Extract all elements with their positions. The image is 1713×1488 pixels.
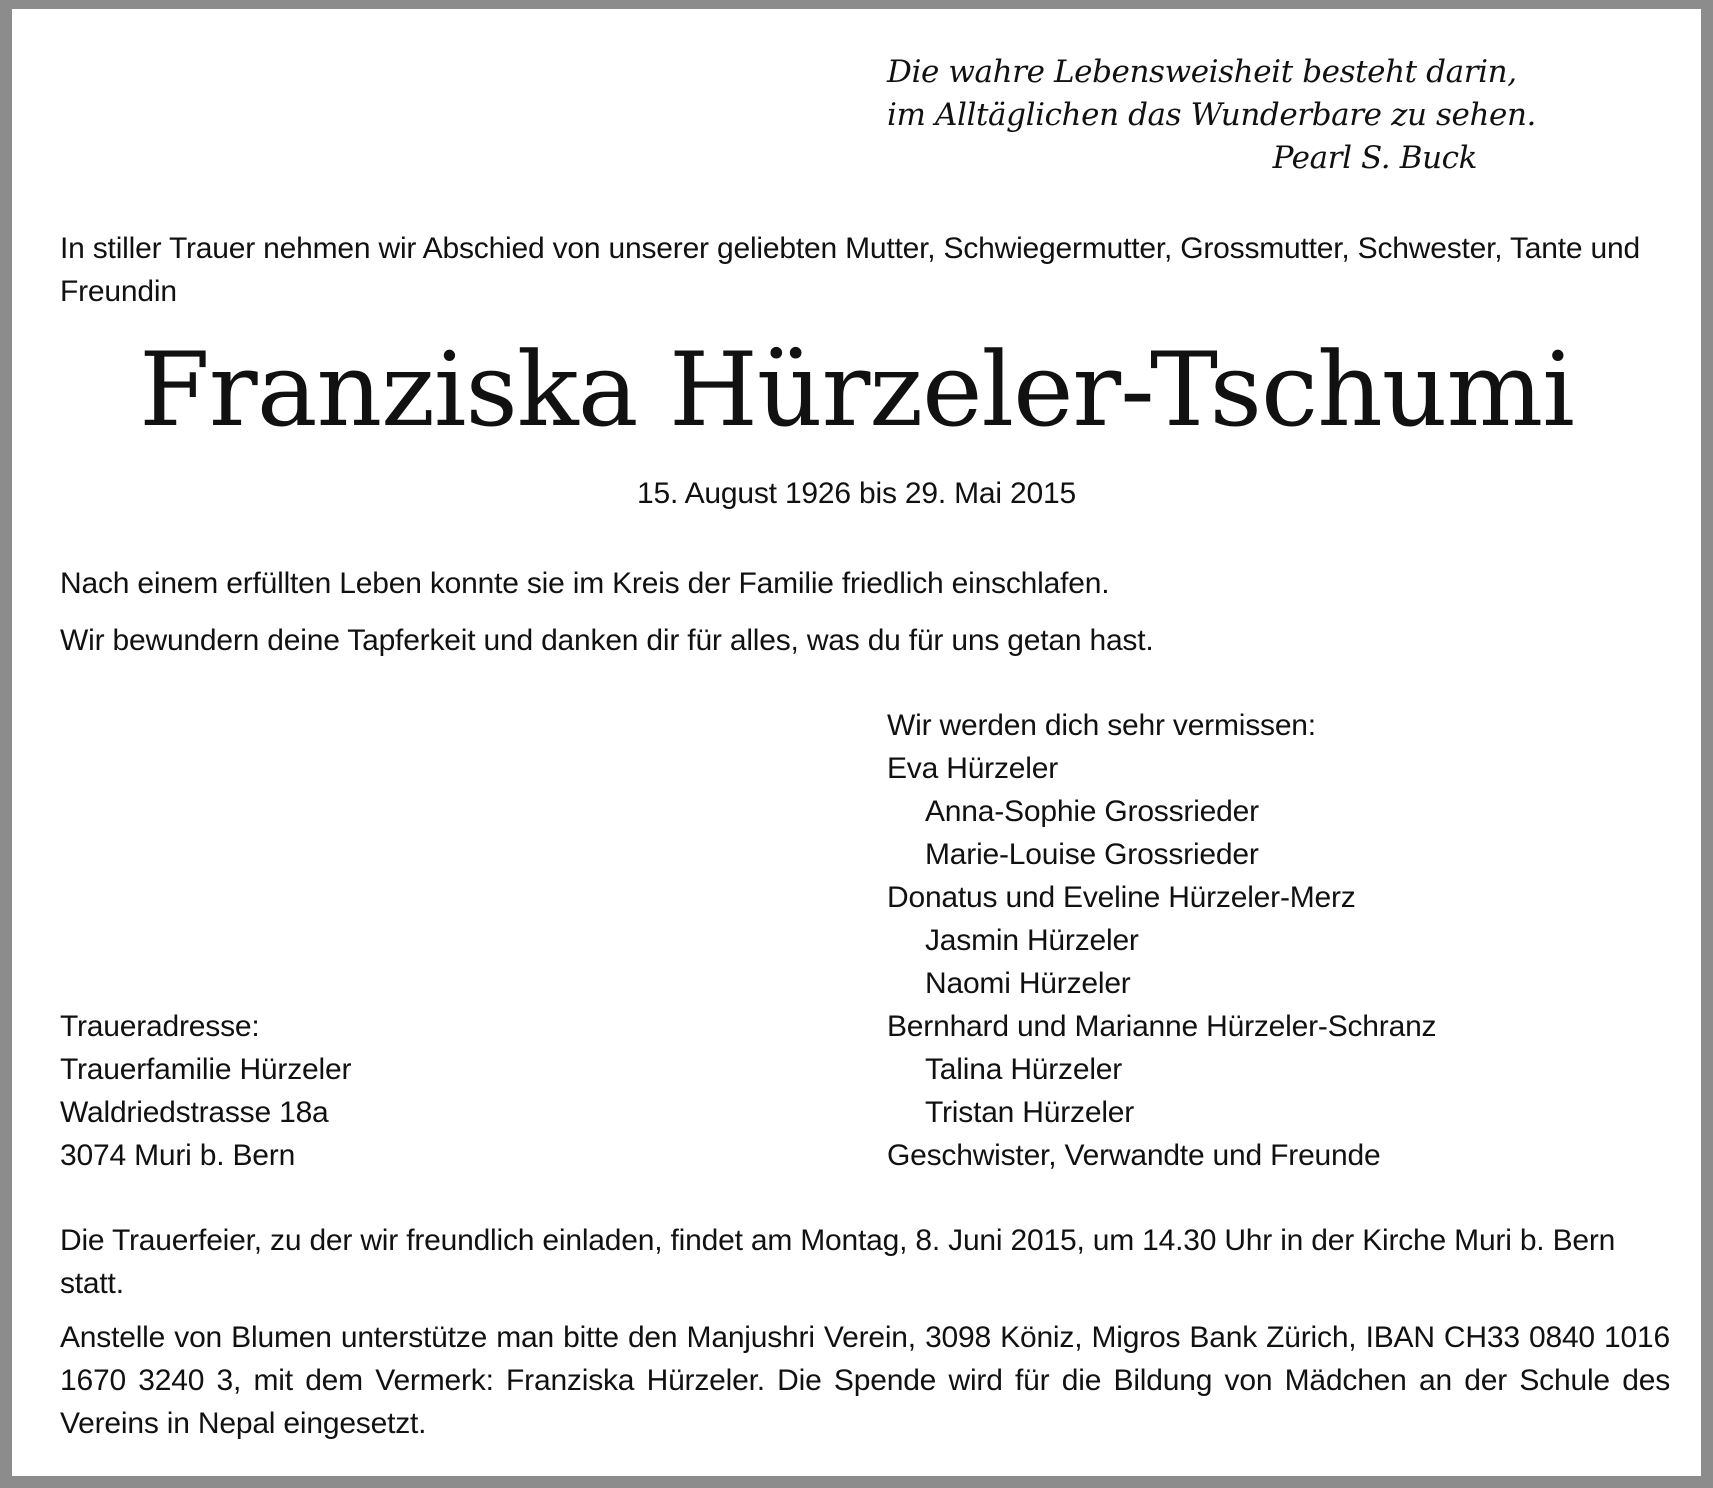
quote-author: Pearl S. Buck [1272,140,1477,176]
mourner-name: Geschwister, Verwandte und Freunde [887,1139,1381,1172]
mourning-address [60,1005,351,1177]
quote-line: im Alltäglichen das Wunderbare zu sehen. [887,97,1537,133]
mourners-heading: Wir werden dich sehr vermissen: [887,709,1316,742]
mourner-name: Anna-Sophie Grossrieder [925,795,1259,828]
quote-line: Die wahre Lebensweisheit besteht darin, [887,54,1517,90]
address-heading: Traueradresse: [60,1010,260,1043]
funeral-ceremony-info: Die Trauerfeier, zu der wir freundlich einladen, findet am Montag, 8. Juni 2015, um 14.30 Uhr in der Kirche Muri b. Bern statt. [60,1224,1616,1300]
mourner-name: Talina Hürzeler [925,1053,1123,1086]
address-line: Waldriedstrasse 18a [60,1096,329,1129]
life-dates: 15. August 1926 bis 29. Mai 2015 [637,477,1076,510]
mourner-name: Tristan Hürzeler [925,1096,1135,1129]
donation-info: Anstelle von Blumen unterstütze man bitte den Manjushri Verein, 3098 Köniz, Migros Bank Zürich, IBAN CH33 0840 1016 1670 3240 3, mit dem Vermerk: Franziska Hürzeler. Die Spende wird für die Bildung von Mädchen an der Schule des Vereins in Nepal eingesetzt. [60,1321,1670,1440]
farewell-paragraph: Nach einem erfüllten Leben konnte sie im Kreis der Familie friedlich einschlafen. [60,567,1110,600]
mourner-name: Jasmin Hürzeler [925,924,1139,957]
gratitude-paragraph: Wir bewundern deine Tapferkeit und danken dir für alles, was du für uns getan hast. [60,624,1154,657]
address-line: 3074 Muri b. Bern [60,1139,296,1172]
intro-text: In stiller Trauer nehmen wir Abschied von unserer geliebten Mutter, Schwiegermutter, Grossmutter, Schwester, Tante und Freundin [60,232,1640,308]
mourner-name: Donatus und Eveline Hürzeler-Merz [887,881,1356,914]
epigraph-quote [887,51,1537,180]
mourner-name: Naomi Hürzeler [925,967,1131,1000]
address-line: Trauerfamilie Hürzeler [60,1053,352,1086]
mourner-name: Bernhard und Marianne Hürzeler-Schranz [887,1010,1437,1043]
deceased-name: Franziska Hürzeler-Tschumi [139,331,1574,450]
mourner-name: Marie-Louise Grossrieder [925,838,1259,871]
mourner-name: Eva Hürzeler [887,752,1058,785]
mourners-list [887,704,1687,1177]
